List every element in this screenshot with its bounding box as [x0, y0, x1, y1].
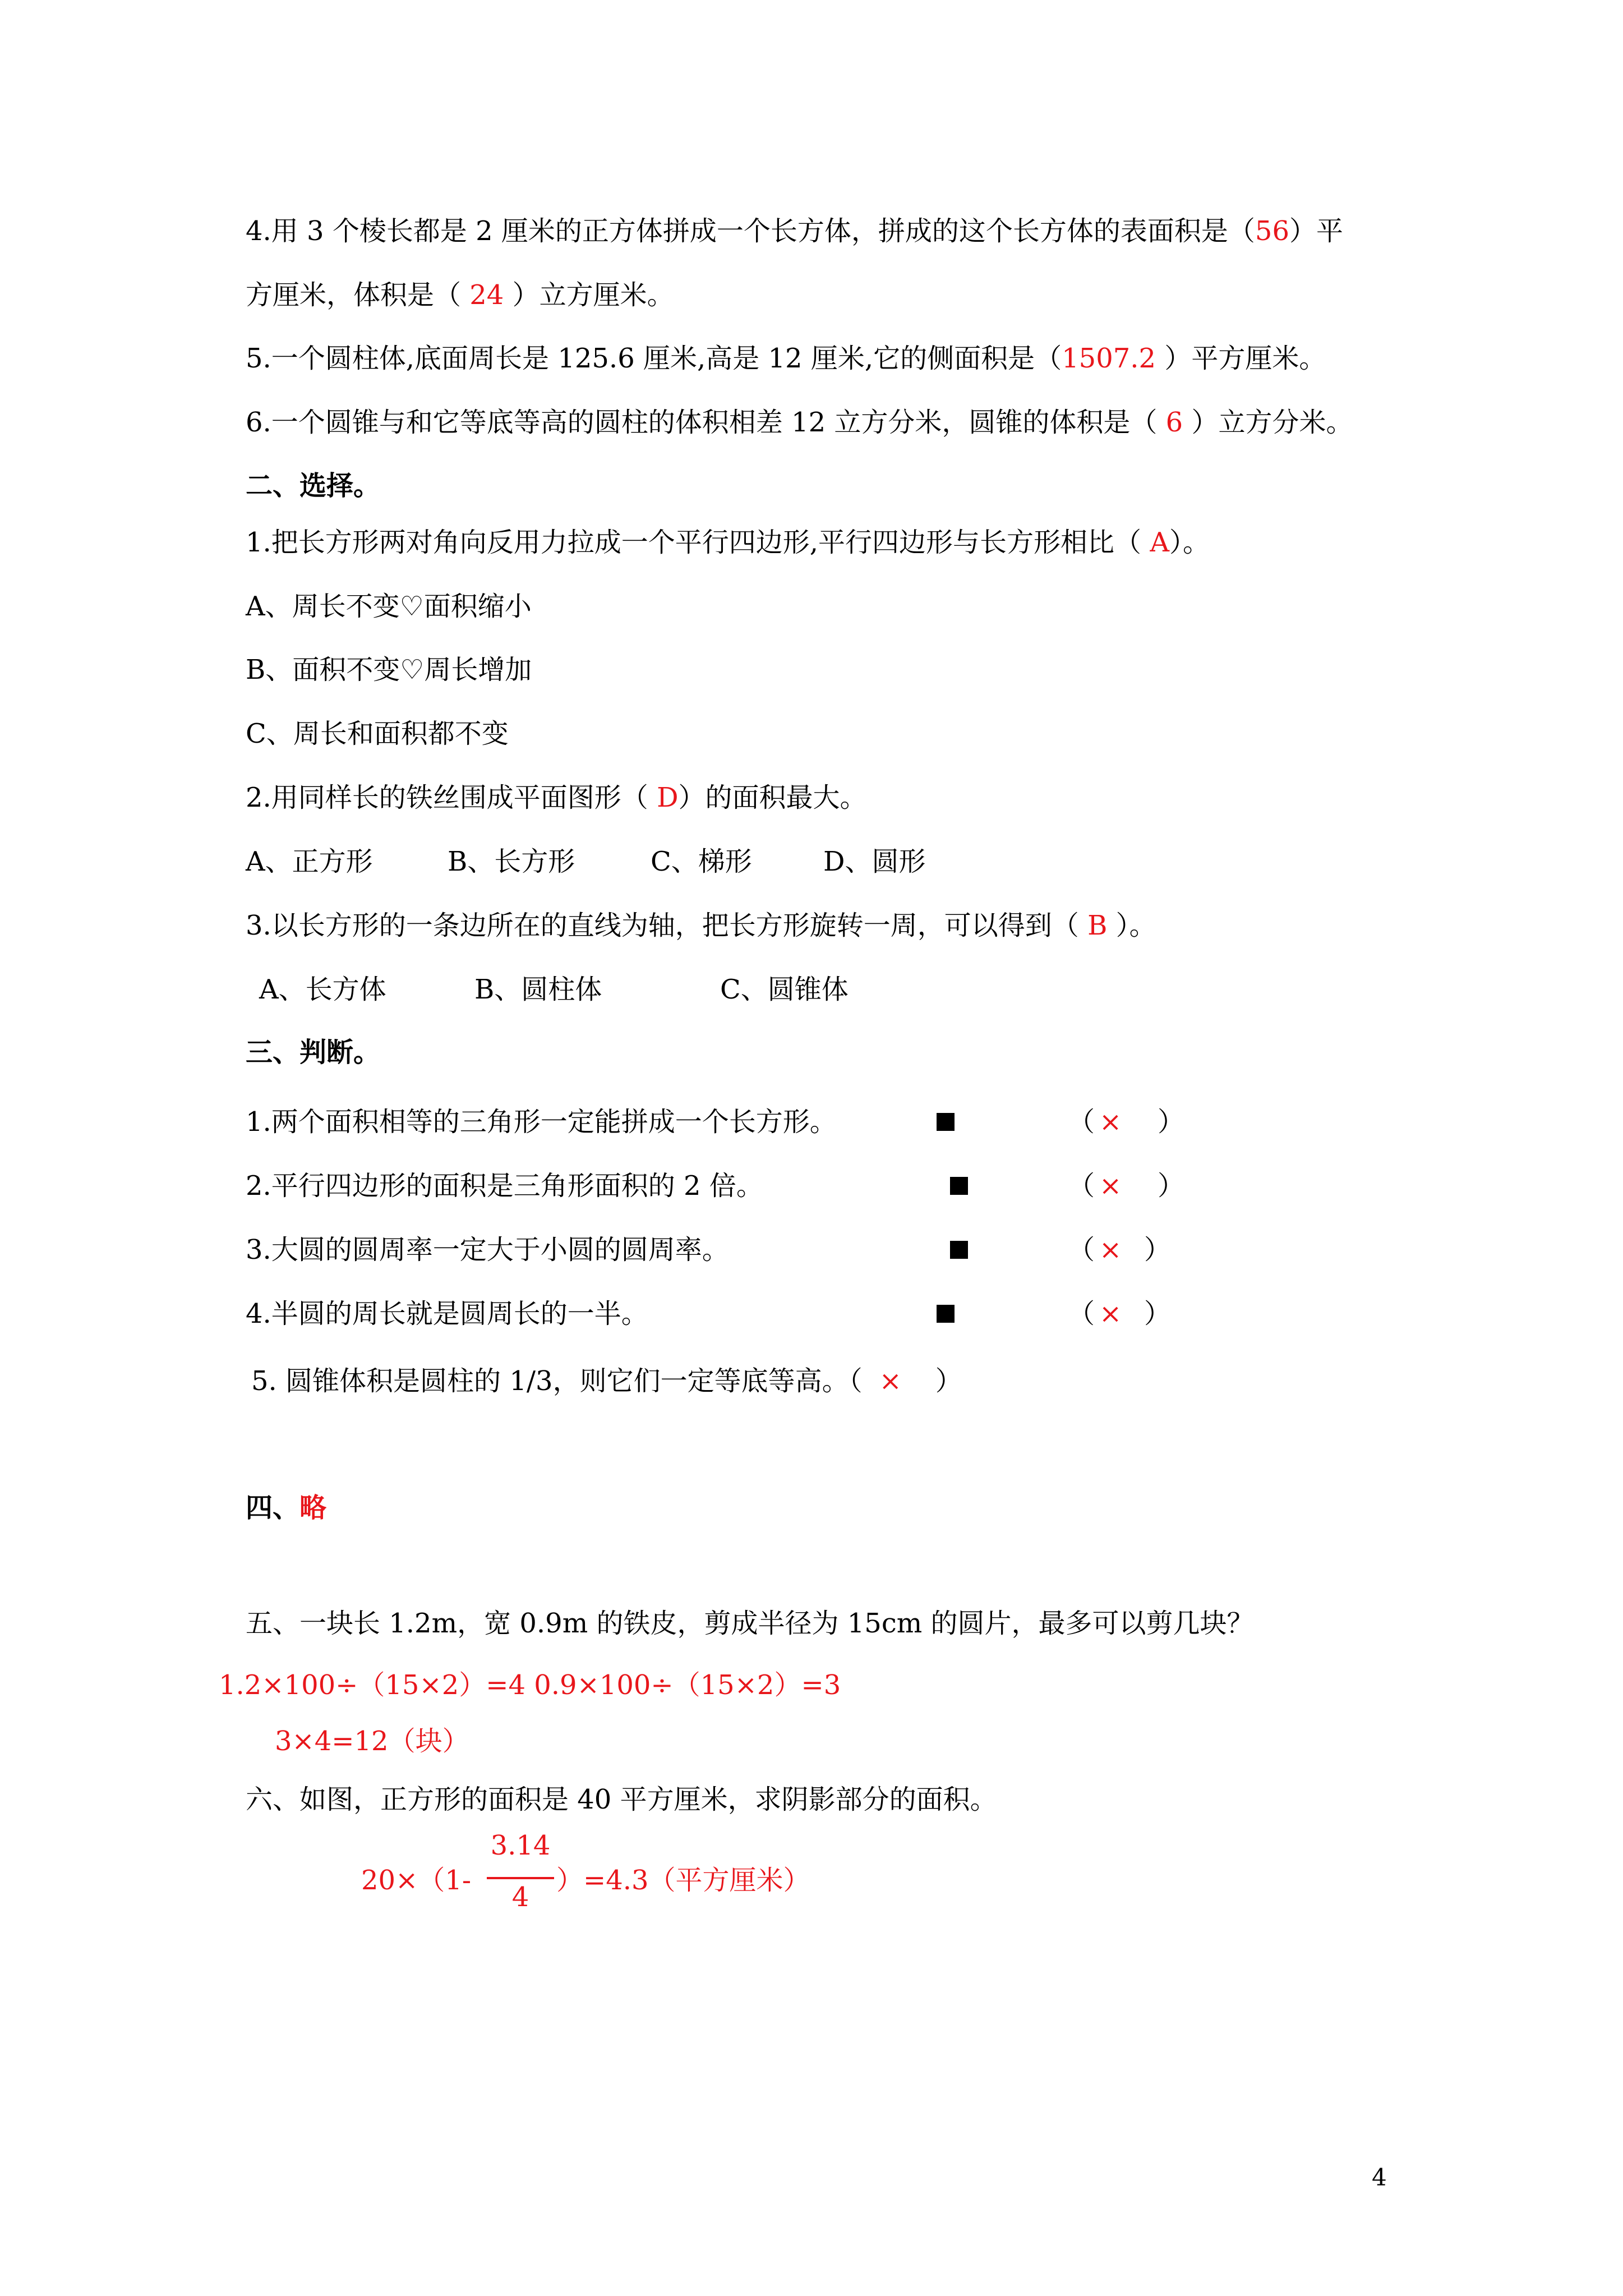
choice-q3-answer: B [1087, 910, 1108, 941]
choice-q1-option-c: C、周长和面积都不变 [246, 718, 509, 749]
section-6-answer-post: ）=4.3（平方厘米） [556, 1865, 810, 1896]
judge-q1-rparen: ） [1158, 1106, 1185, 1138]
judge-q5-text-post: ） [935, 1365, 962, 1397]
fraction-denominator: 4 [511, 1881, 529, 1913]
choice-q2-text: 2.用同样长的铁丝围成平面图形（ [246, 782, 657, 813]
q6-answer: 6 [1165, 407, 1183, 438]
choice-q2-option-b: B、长方形 [448, 846, 575, 877]
q4-text-2: 方厘米，体积是（ [246, 279, 470, 311]
choice-q2-option-a: A、正方形 [246, 846, 373, 877]
q4-answer-1: 56 [1255, 215, 1289, 247]
choice-q3 [246, 908, 1156, 944]
q6-text-post: ）立方分米。 [1183, 407, 1353, 438]
section-4-answer: 略 [299, 1492, 327, 1524]
choice-q3-option-c: C、圆锥体 [720, 974, 849, 1005]
choice-q1 [246, 524, 1210, 560]
choice-q3-option-a: A、长方体 [259, 974, 386, 1005]
judge-q1-answer: × [1099, 1106, 1122, 1138]
judge-q4: 4.半圆的周长就是圆周长的一半。 [246, 1298, 648, 1329]
q4-text: 4.用 3 个棱长都是 2 厘米的正方体拼成一个长方体，拼成的这个长方体的表面积是（ [246, 215, 1255, 247]
judge-q4-lparen: （ [1068, 1298, 1095, 1329]
choice-q1-text: 1.把长方形两对角向反用力拉成一个平行四边形,平行四边形与长方形相比（ [246, 527, 1150, 558]
choice-q2-answer: D [657, 782, 679, 813]
choice-q2-option-c: C、梯形 [651, 846, 752, 877]
q5-text: 5.一个圆柱体,底面周长是 125.6 厘米,高是 12 厘米,它的侧面积是（ [246, 343, 1062, 374]
judge-q5-answer: × [879, 1365, 902, 1397]
judge-q3-rparen: ） [1144, 1234, 1172, 1266]
judge-q1: 1.两个面积相等的三角形一定能拼成一个长方形。 [246, 1106, 837, 1138]
page-number: 4 [1372, 2164, 1387, 2191]
fraction-bar [487, 1877, 554, 1879]
q5-text-post: ）平方厘米。 [1156, 343, 1326, 374]
section-6-question: 六、如图，正方形的面积是 40 平方厘米，求阴影部分的面积。 [246, 1784, 997, 1815]
choice-q3-text: 3.以长方形的一条边所在的直线为轴，把长方形旋转一周，可以得到（ [246, 910, 1088, 941]
judge-q2-rparen: ） [1158, 1170, 1185, 1202]
choice-q2-option-d: D、圆形 [823, 846, 926, 877]
choice-q1-option-b: B、面积不变♡周长增加 [246, 654, 532, 685]
choice-q3-text-post: ）。 [1107, 910, 1156, 941]
judge-q2-lparen: （ [1068, 1170, 1095, 1202]
section-5-answer-line1: 1.2×100÷（15×2）=4 0.9×100÷（15×2）=3 [219, 1669, 841, 1701]
choice-q2 [246, 780, 867, 816]
section-6-answer-pre: 20×（1- [361, 1865, 472, 1896]
choice-q1-answer: A [1150, 527, 1169, 558]
judge-q1-lparen: （ [1068, 1106, 1095, 1138]
fill-q5-line [246, 341, 1326, 376]
fill-q4-line2 [246, 277, 674, 313]
fill-q6-line [246, 404, 1353, 440]
judge-q2-answer: × [1099, 1170, 1122, 1202]
square-marker-icon [950, 1177, 968, 1195]
judge-q4-rparen: ） [1144, 1298, 1172, 1329]
section-3-title: 三、判断。 [246, 1037, 381, 1068]
square-marker-icon [937, 1305, 955, 1323]
judge-q5 [251, 1363, 962, 1399]
section-4-title [246, 1490, 326, 1526]
judge-q2: 2.平行四边形的面积是三角形面积的 2 倍。 [246, 1170, 763, 1202]
square-marker-icon [937, 1113, 955, 1131]
section-4-label: 四、 [246, 1492, 300, 1524]
choice-q1-text-post: ）。 [1169, 527, 1210, 558]
q6-text: 6.一个圆锥与和它等底等高的圆柱的体积相差 12 立方分米，圆锥的体积是（ [246, 407, 1166, 438]
choice-q2-text-post: ）的面积最大。 [678, 782, 867, 813]
choice-q3-option-b: B、圆柱体 [474, 974, 602, 1005]
q5-answer: 1507.2 [1062, 343, 1156, 374]
judge-q3-lparen: （ [1068, 1234, 1095, 1266]
section-2-title: 二、选择。 [246, 470, 381, 501]
fill-q4-line1 [246, 213, 1343, 249]
choice-q1-option-a: A、周长不变♡面积缩小 [246, 591, 532, 622]
section-5-answer-line2: 3×4=12（块） [275, 1726, 469, 1757]
fraction-numerator: 3.14 [490, 1830, 551, 1861]
judge-q5-text: 5. 圆锥体积是圆柱的 1/3，则它们一定等底等高。（ [251, 1365, 863, 1397]
section-5-question: 五、一块长 1.2m，宽 0.9m 的铁皮，剪成半径为 15cm 的圆片，最多可以剪几块？ [246, 1608, 1254, 1639]
judge-q4-answer: × [1099, 1298, 1122, 1329]
q4-text-3: ）立方厘米。 [504, 279, 674, 311]
q4-text-mid: ）平 [1289, 215, 1344, 247]
judge-q3: 3.大圆的圆周率一定大于小圆的圆周率。 [246, 1234, 729, 1266]
square-marker-icon [950, 1241, 968, 1259]
q4-answer-2: 24 [469, 279, 504, 311]
judge-q3-answer: × [1099, 1234, 1122, 1266]
